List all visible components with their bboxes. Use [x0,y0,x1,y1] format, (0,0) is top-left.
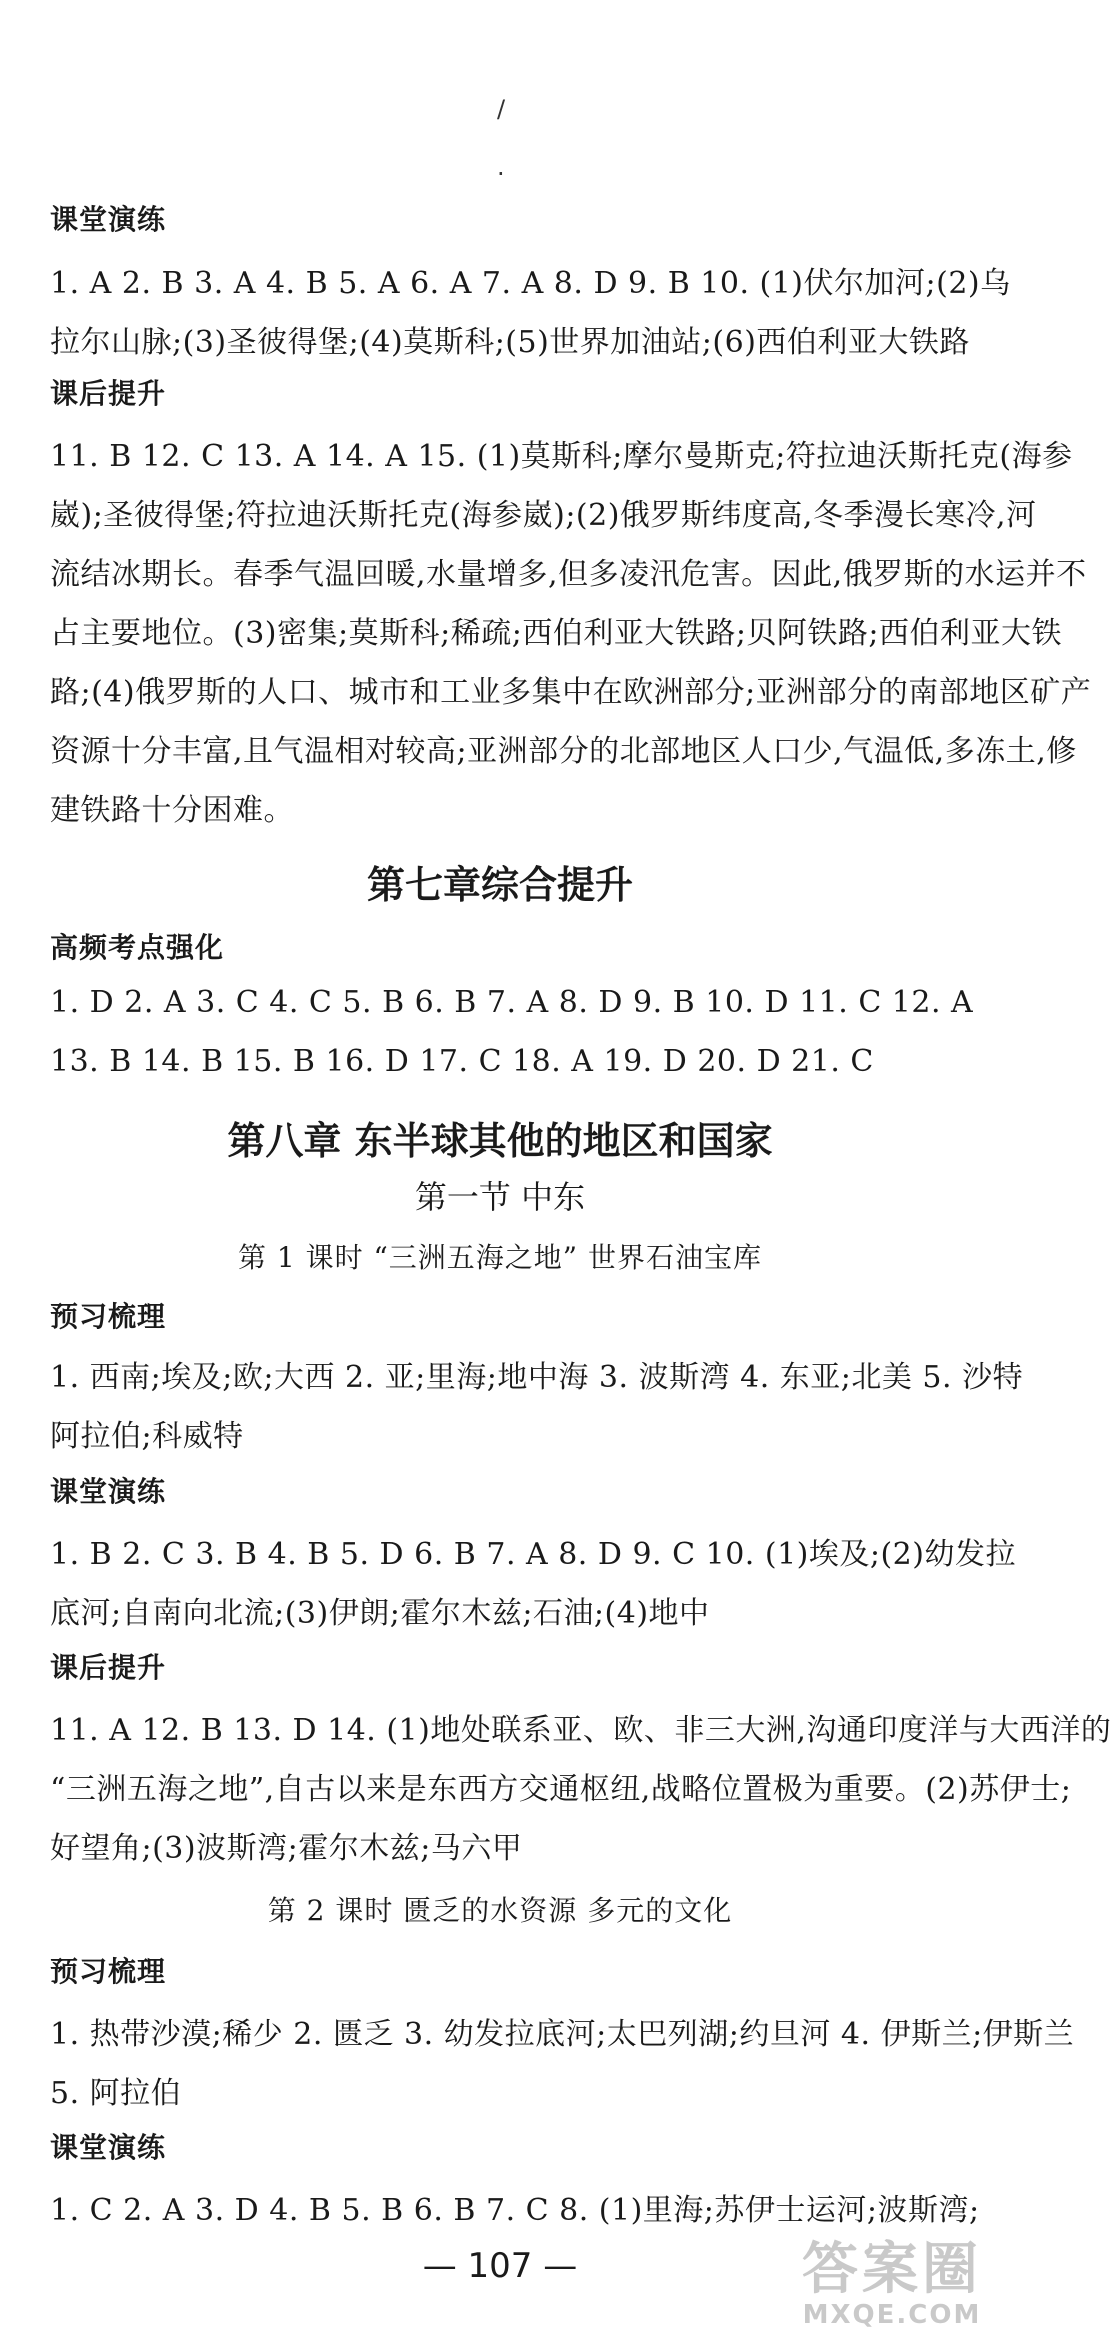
answer-line: 5. 阿拉伯 [50,2076,182,2111]
lesson-title: 第 1 课时 “三洲五海之地” 世界石油宝库 [237,1241,763,1274]
scan-mark: / [497,95,506,123]
section-title: 第一节 中东 [414,1178,586,1216]
answer-line: 底河;自南向北流;(3)伊朗;霍尔木兹;石油;(4)地中 [50,1596,710,1631]
answer-line: 1. A 2. B 3. A 4. B 5. A 6. A 7. A 8. D 9. B 10. (1)伏尔加河;(2)乌 [50,266,1011,301]
answer-line: 1. 热带沙漠;稀少 2. 匮乏 3. 幼发拉底河;太巴列湖;约旦河 4. 伊斯兰;伊斯兰 [50,2017,1075,2052]
section-heading: 课堂演练 [50,1475,167,1508]
watermark-url: MXQE.COM [802,2300,982,2330]
section-heading: 课后提升 [50,1651,167,1684]
section-heading: 预习梳理 [50,1300,167,1333]
answer-line: 11. A 12. B 13. D 14. (1)地处联系亚、欧、非三大洲,沟通印度洋与大西洋的 [50,1713,1111,1748]
page-number: — 107 — [422,2246,578,2286]
answer-line: 1. 西南;埃及;欧;大西 2. 亚;里海;地中海 3. 波斯湾 4. 东亚;北美 5. 沙特 [50,1360,1024,1395]
scan-mark: · [497,160,505,188]
chapter-title: 第七章综合提升 [366,863,633,907]
answer-line: 资源十分丰富,且气温相对较高;亚洲部分的北部地区人口少,气温低,多冻土,修 [50,734,1077,769]
lesson-title: 第 2 课时 匮乏的水资源 多元的文化 [267,1894,733,1927]
section-heading: 预习梳理 [50,1955,167,1988]
answer-line: 好望角;(3)波斯湾;霍尔木兹;马六甲 [50,1831,523,1866]
watermark [802,2237,982,2330]
answer-line: 占主要地位。(3)密集;莫斯科;稀疏;西伯利亚大铁路;贝阿铁路;西伯利亚大铁 [50,616,1063,651]
answer-line: 13. B 14. B 15. B 16. D 17. C 18. A 19. D 20. D 21. C [50,1044,874,1079]
section-heading: 课堂演练 [50,203,167,236]
answer-line: 拉尔山脉;(3)圣彼得堡;(4)莫斯科;(5)世界加油站;(6)西伯利亚大铁路 [50,325,970,360]
answer-line: 1. B 2. C 3. B 4. B 5. D 6. B 7. A 8. D 9. C 10. (1)埃及;(2)幼发拉 [50,1537,1016,1572]
section-heading: 课后提升 [50,377,167,410]
section-heading: 课堂演练 [50,2131,167,2164]
answer-line: 路;(4)俄罗斯的人口、城市和工业多集中在欧洲部分;亚洲部分的南部地区矿产 [50,675,1092,710]
answer-line: 1. D 2. A 3. C 4. C 5. B 6. B 7. A 8. D 9. B 10. D 11. C 12. A [50,985,974,1020]
answer-line: 建铁路十分困难。 [50,793,294,828]
answer-line: 崴);圣彼得堡;符拉迪沃斯托克(海参崴);(2)俄罗斯纬度高,冬季漫长寒冷,河 [50,498,1037,533]
answer-line: 阿拉伯;科威特 [50,1419,244,1454]
section-heading: 高频考点强化 [50,931,225,964]
answer-line: “三洲五海之地”,自古以来是东西方交通枢纽,战略位置极为重要。(2)苏伊士; [50,1772,1072,1807]
answer-line: 1. C 2. A 3. D 4. B 5. B 6. B 7. C 8. (1)里海;苏伊士运河;波斯湾; [50,2193,980,2228]
watermark-logo: 答案圈 [802,2237,982,2302]
answer-line: 11. B 12. C 13. A 14. A 15. (1)莫斯科;摩尔曼斯克;符拉迪沃斯托克(海参 [50,439,1073,474]
chapter-title: 第八章 东半球其他的地区和国家 [227,1119,773,1163]
answer-line: 流结冰期长。春季气温回暖,水量增多,但多凌汛危害。因此,俄罗斯的水运并不 [50,557,1087,592]
